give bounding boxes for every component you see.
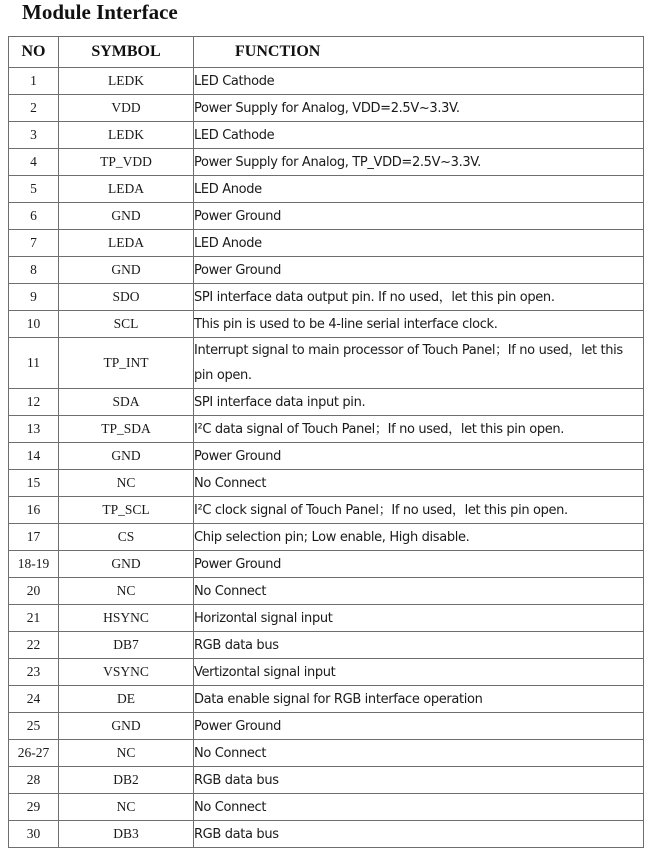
pin-function-cell: Chip selection pin; Low enable, High disable. bbox=[194, 524, 644, 551]
table-row bbox=[9, 257, 644, 284]
pin-number-cell: 29 bbox=[9, 794, 59, 821]
page-title: Module Interface bbox=[22, 0, 178, 24]
table-row bbox=[9, 524, 644, 551]
pin-function-cell: No Connect bbox=[194, 470, 644, 497]
pin-number-cell: 13 bbox=[9, 416, 59, 443]
pin-symbol-cell: HSYNC bbox=[59, 605, 194, 632]
table-row bbox=[9, 686, 644, 713]
pin-function-cell: RGB data bus bbox=[194, 632, 644, 659]
table-row bbox=[9, 632, 644, 659]
pin-function-cell: Power Supply for Analog, TP_VDD=2.5V~3.3V. bbox=[194, 149, 644, 176]
pin-number-cell: 7 bbox=[9, 230, 59, 257]
table-row bbox=[9, 389, 644, 416]
pin-number-cell: 16 bbox=[9, 497, 59, 524]
table-row bbox=[9, 68, 644, 95]
pin-symbol-cell: DB3 bbox=[59, 821, 194, 848]
table-row bbox=[9, 740, 644, 767]
pin-function-cell: LED Anode bbox=[194, 176, 644, 203]
pin-function-cell: Horizontal signal input bbox=[194, 605, 644, 632]
pin-symbol-cell: DB2 bbox=[59, 767, 194, 794]
table-row bbox=[9, 122, 644, 149]
pin-function-cell: This pin is used to be 4-line serial interface clock. bbox=[194, 311, 644, 338]
pin-function-cell: Power Ground bbox=[194, 257, 644, 284]
pin-symbol-cell: VDD bbox=[59, 95, 194, 122]
module-interface-table bbox=[8, 36, 644, 848]
table-row bbox=[9, 713, 644, 740]
pin-function-cell: RGB data bus bbox=[194, 821, 644, 848]
pin-symbol-cell: GND bbox=[59, 551, 194, 578]
pin-symbol-cell: NC bbox=[59, 470, 194, 497]
pin-symbol-cell: LEDA bbox=[59, 230, 194, 257]
pin-function-cell: Data enable signal for RGB interface operation bbox=[194, 686, 644, 713]
header-function: FUNCTION bbox=[194, 37, 644, 68]
table-row bbox=[9, 578, 644, 605]
table-row bbox=[9, 416, 644, 443]
table-body bbox=[9, 68, 644, 848]
table-row bbox=[9, 767, 644, 794]
header-no: NO bbox=[9, 37, 59, 68]
pin-function-cell: SPI interface data output pin. If no used，let this pin open. bbox=[194, 284, 644, 311]
table-row bbox=[9, 497, 644, 524]
pin-number-cell: 21 bbox=[9, 605, 59, 632]
pin-symbol-cell: NC bbox=[59, 740, 194, 767]
pin-symbol-cell: CS bbox=[59, 524, 194, 551]
pin-number-cell: 6 bbox=[9, 203, 59, 230]
table-row bbox=[9, 230, 644, 257]
pin-number-cell: 3 bbox=[9, 122, 59, 149]
header-symbol: SYMBOL bbox=[59, 37, 194, 68]
table-row bbox=[9, 284, 644, 311]
pin-number-cell: 5 bbox=[9, 176, 59, 203]
table-row bbox=[9, 551, 644, 578]
pin-number-cell: 2 bbox=[9, 95, 59, 122]
pin-symbol-cell: LEDK bbox=[59, 68, 194, 95]
pin-number-cell: 22 bbox=[9, 632, 59, 659]
pin-number-cell: 4 bbox=[9, 149, 59, 176]
table-row bbox=[9, 311, 644, 338]
pin-symbol-cell: GND bbox=[59, 257, 194, 284]
pin-function-cell: LED Cathode bbox=[194, 68, 644, 95]
pin-function-cell: SPI interface data input pin. bbox=[194, 389, 644, 416]
pin-function-cell: Interrupt signal to main processor of Touch Panel；If no used，let this pin open. bbox=[194, 338, 644, 389]
pin-symbol-cell: SCL bbox=[59, 311, 194, 338]
pin-number-cell: 15 bbox=[9, 470, 59, 497]
table-row bbox=[9, 605, 644, 632]
pin-function-cell: No Connect bbox=[194, 578, 644, 605]
pin-number-cell: 10 bbox=[9, 311, 59, 338]
pin-function-cell: No Connect bbox=[194, 740, 644, 767]
header-row bbox=[9, 37, 644, 68]
pin-number-cell: 20 bbox=[9, 578, 59, 605]
pin-symbol-cell: GND bbox=[59, 713, 194, 740]
pin-symbol-cell: GND bbox=[59, 443, 194, 470]
table-row bbox=[9, 203, 644, 230]
pin-function-cell: Power Ground bbox=[194, 443, 644, 470]
pin-number-cell: 25 bbox=[9, 713, 59, 740]
pin-number-cell: 23 bbox=[9, 659, 59, 686]
pin-symbol-cell: SDA bbox=[59, 389, 194, 416]
pin-symbol-cell: DB7 bbox=[59, 632, 194, 659]
table-row bbox=[9, 338, 644, 389]
table-row bbox=[9, 659, 644, 686]
pin-function-cell: No Connect bbox=[194, 794, 644, 821]
table-row bbox=[9, 470, 644, 497]
pin-symbol-cell: NC bbox=[59, 578, 194, 605]
pin-symbol-cell: LEDA bbox=[59, 176, 194, 203]
table-row bbox=[9, 794, 644, 821]
pin-symbol-cell: VSYNC bbox=[59, 659, 194, 686]
table-row bbox=[9, 443, 644, 470]
pin-function-cell: LED Cathode bbox=[194, 122, 644, 149]
pin-number-cell: 24 bbox=[9, 686, 59, 713]
pin-number-cell: 30 bbox=[9, 821, 59, 848]
pin-symbol-cell: TP_VDD bbox=[59, 149, 194, 176]
pin-number-cell: 12 bbox=[9, 389, 59, 416]
pin-symbol-cell: DE bbox=[59, 686, 194, 713]
table-row bbox=[9, 149, 644, 176]
pin-symbol-cell: TP_SDA bbox=[59, 416, 194, 443]
pin-function-cell: Power Ground bbox=[194, 551, 644, 578]
pin-function-cell: Power Ground bbox=[194, 203, 644, 230]
pin-number-cell: 17 bbox=[9, 524, 59, 551]
table-row bbox=[9, 95, 644, 122]
pin-function-cell: Power Supply for Analog, VDD=2.5V~3.3V. bbox=[194, 95, 644, 122]
pin-function-cell: LED Anode bbox=[194, 230, 644, 257]
pin-number-cell: 18-19 bbox=[9, 551, 59, 578]
pin-symbol-cell: LEDK bbox=[59, 122, 194, 149]
pin-function-cell: RGB data bus bbox=[194, 767, 644, 794]
pin-number-cell: 14 bbox=[9, 443, 59, 470]
pin-symbol-cell: NC bbox=[59, 794, 194, 821]
pin-symbol-cell: SDO bbox=[59, 284, 194, 311]
pin-number-cell: 8 bbox=[9, 257, 59, 284]
table-row bbox=[9, 821, 644, 848]
pin-symbol-cell: GND bbox=[59, 203, 194, 230]
pin-number-cell: 1 bbox=[9, 68, 59, 95]
pin-symbol-cell: TP_INT bbox=[59, 338, 194, 389]
pin-function-cell: Power Ground bbox=[194, 713, 644, 740]
pin-symbol-cell: TP_SCL bbox=[59, 497, 194, 524]
pin-number-cell: 9 bbox=[9, 284, 59, 311]
pin-number-cell: 11 bbox=[9, 338, 59, 389]
pin-number-cell: 28 bbox=[9, 767, 59, 794]
pin-function-cell: I²C clock signal of Touch Panel；If no used，let this pin open. bbox=[194, 497, 644, 524]
table-row bbox=[9, 176, 644, 203]
table-header bbox=[9, 37, 644, 68]
pin-function-cell: I²C data signal of Touch Panel；If no used，let this pin open. bbox=[194, 416, 644, 443]
pin-function-cell: Vertizontal signal input bbox=[194, 659, 644, 686]
pin-number-cell: 26-27 bbox=[9, 740, 59, 767]
